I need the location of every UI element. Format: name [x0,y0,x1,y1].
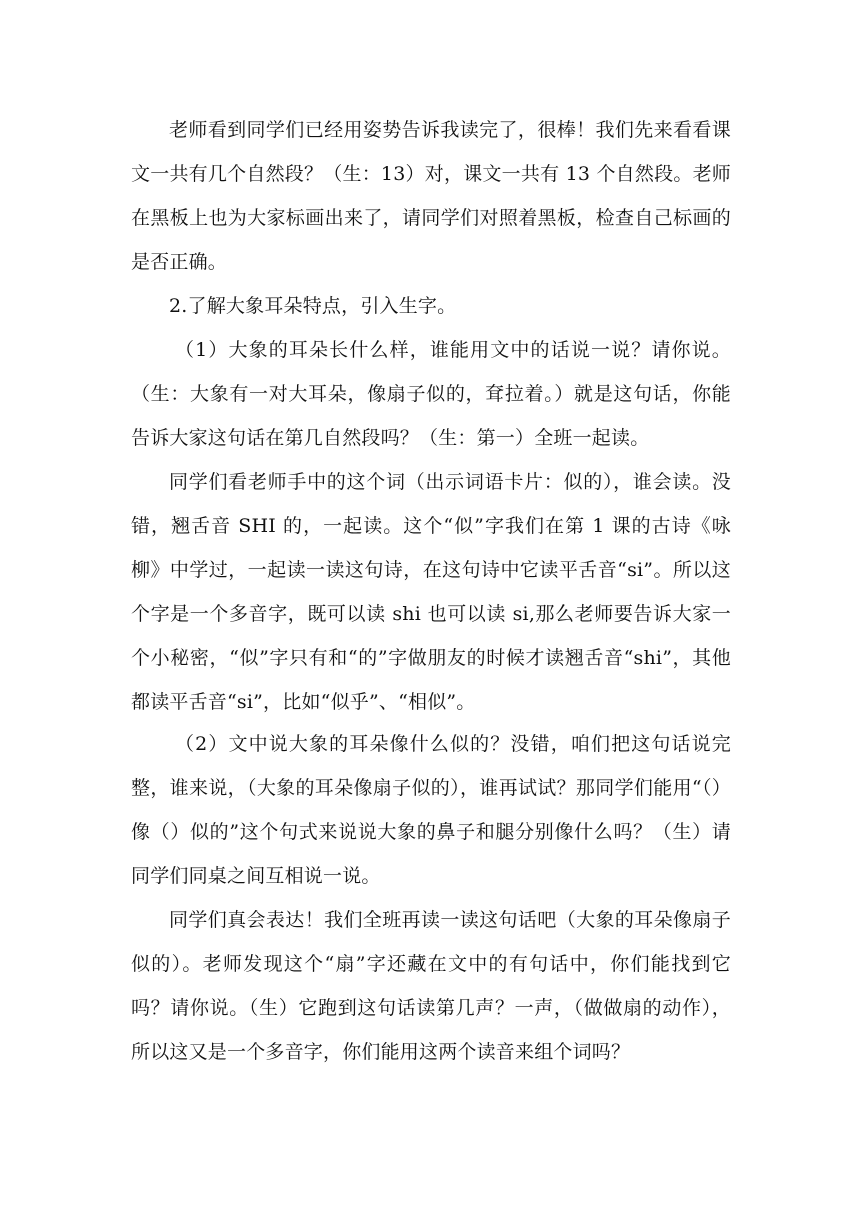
paragraph-1: 老师看到同学们已经用姿势告诉我读完了，很棒！我们先来看看课文一共有几个自然段？（生：13）对，课文一共有 13 个自然段。老师在黑板上也为大家标画出来了，请同学们对照着黑板，检查自己标画的是否正确。 [131,119,731,273]
paragraph-4: 同学们看老师手中的这个词（出示词语卡片：似的），谁会读。没错，翘舌音 SHI 的，一起读。这个“似”字我们在第 1 课的古诗《咏柳》中学过，一起读一读这句诗，在这句诗中它读平舌音“si”。所以这个字是一个多音字，既可以读 shi 也可以读 si,那么老师要告诉大家一个小秘密，“似”字只有和“的”字做朋友的时候才读翘舌音“shi”，其他都读平舌音“si”，比如“似乎”、“相似”。 [131,471,731,713]
paragraph-5: （2）文中说大象的耳朵像什么似的？没错，咱们把这句话说完整，谁来说，（大象的耳朵像扇子似的），谁再试试？那同学们能用“（）像（）似的”这个句式来说说大象的鼻子和腿分别像什么吗？（生）请同学们同桌之间互相说一说。 [131,733,731,887]
paragraph-6: 同学们真会表达！我们全班再读一读这句话吧（大象的耳朵像扇子似的）。老师发现这个“扇”字还藏在文中的有句话中，你们能找到它吗？请你说。（生）它跑到这句话读第几声？一声，（做做扇的动作），所以这又是一个多音字，你们能用这两个读音来组个词吗？ [131,909,731,1063]
paragraph-3: （1）大象的耳朵长什么样，谁能用文中的话说一说？请你说。（生：大象有一对大耳朵，像扇子似的，耷拉着。）就是这句话，你能告诉大家这句话在第几自然段吗？（生：第一）全班一起读。 [131,339,731,449]
paragraph-2-heading: 2.了解大象耳朵特点，引入生字。 [169,295,457,317]
